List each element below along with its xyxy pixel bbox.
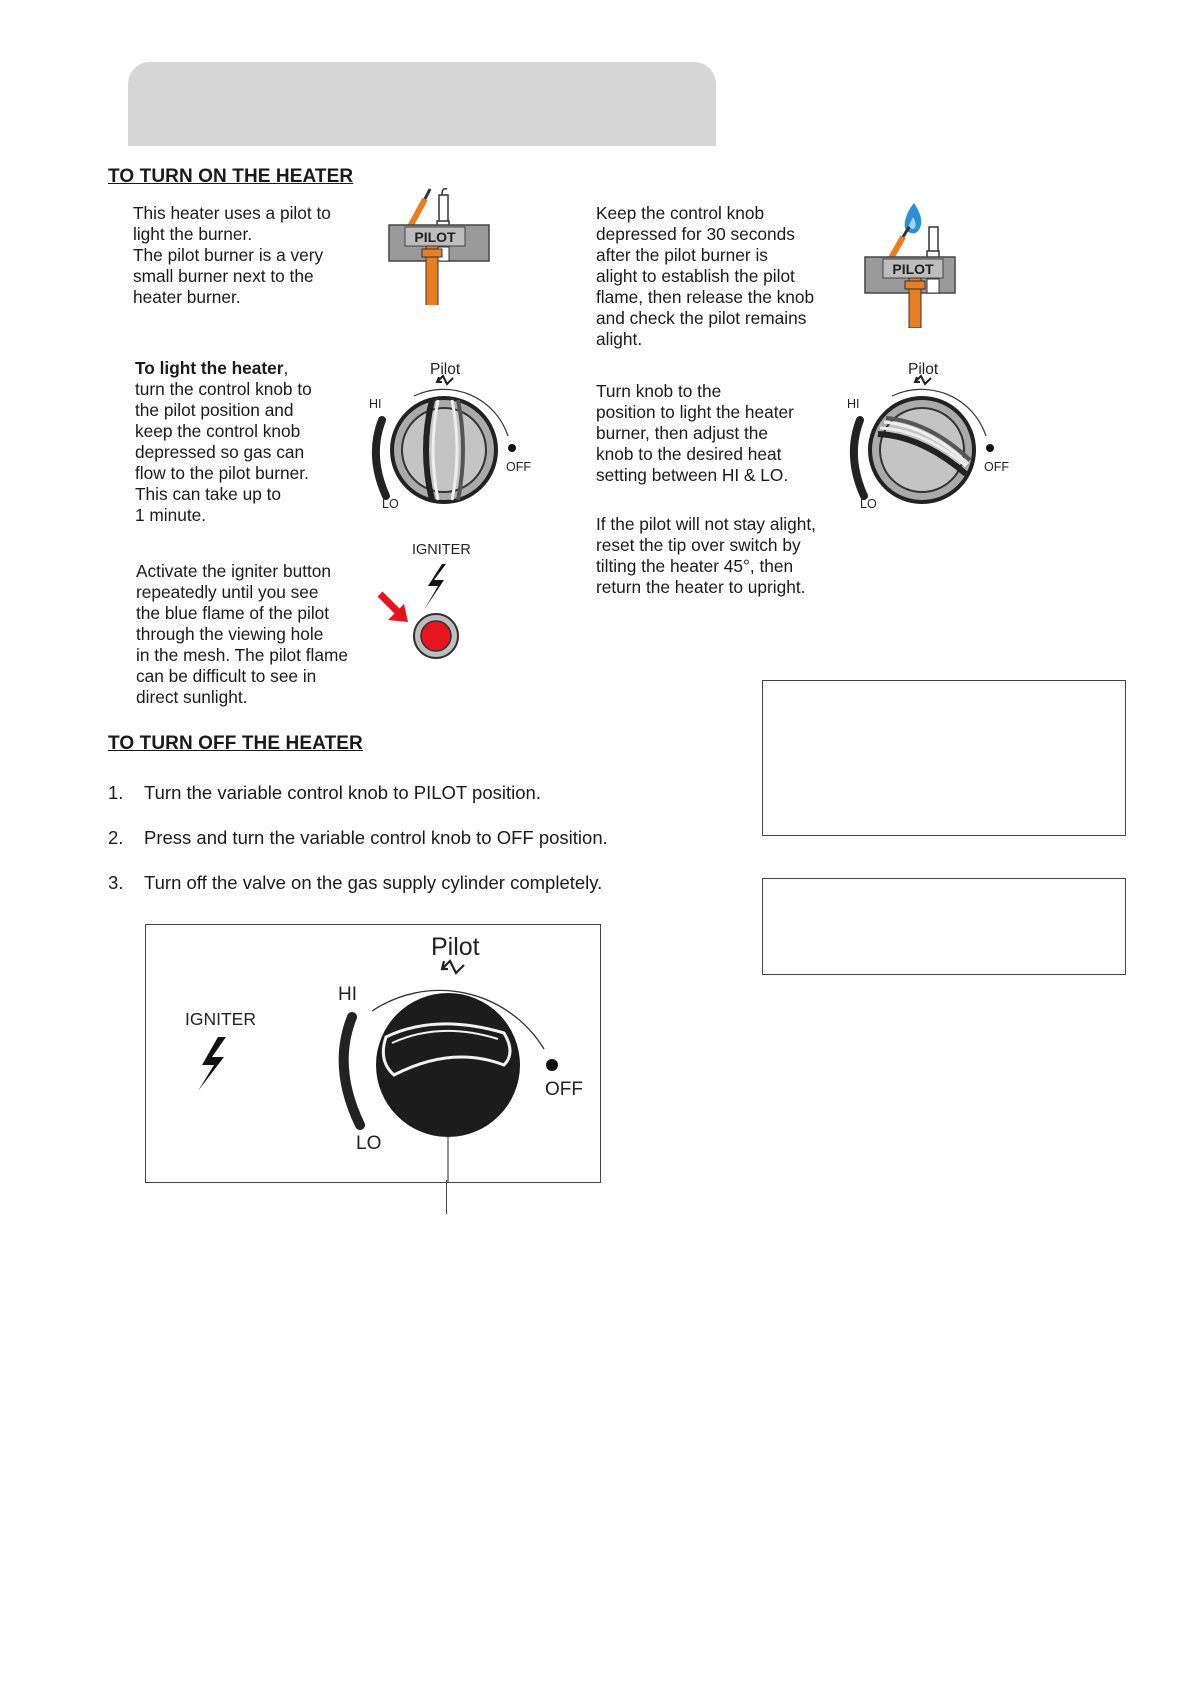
step-number: 2. bbox=[108, 827, 124, 848]
turn-on-heading: TO TURN ON THE HEATER bbox=[108, 166, 354, 187]
knob-lo-label-2: LO bbox=[860, 497, 877, 511]
knob-on-icon bbox=[838, 356, 1028, 516]
knob-hi-label-2: HI bbox=[847, 397, 860, 411]
light-heater-text bbox=[135, 358, 375, 526]
note-box-1 bbox=[762, 680, 1126, 836]
light-heater-rest: , turn the control knob to the pilot position and keep the control knob depressed so gas can flow to the pilot burner. This can take up to 1 minute. bbox=[135, 358, 312, 525]
list-item bbox=[108, 872, 708, 917]
light-heater-bold: To light the heater bbox=[135, 358, 284, 378]
panel-pilot-label: Pilot bbox=[431, 933, 480, 961]
igniter-text: Activate the igniter button repeatedly until you see the blue flame of the pilot through the viewing hole in the mesh. The pilot flame can be difficult to see in direct sunlight. bbox=[136, 561, 348, 707]
control-panel-diagram bbox=[145, 924, 601, 1183]
pilot-tag-label: PILOT bbox=[414, 229, 456, 245]
off-steps-list bbox=[108, 782, 708, 917]
knob-off-label: OFF bbox=[506, 460, 531, 474]
list-item bbox=[108, 827, 708, 872]
step-text: Turn off the valve on the gas supply cylinder completely. bbox=[144, 872, 603, 893]
pilot-intro-text: This heater uses a pilot to light the burner. The pilot burner is a very small burner next to the heater burner. bbox=[133, 203, 331, 307]
turn-knob-text: Turn knob to the position to light the heater burner, then adjust the knob to the desired heat setting between HI & LO. bbox=[596, 381, 794, 485]
turn-off-heading: TO TURN OFF THE HEATER bbox=[108, 733, 363, 754]
header-band bbox=[128, 62, 716, 146]
knob-pilot-label: Pilot bbox=[430, 361, 461, 378]
lightning-icon bbox=[424, 564, 446, 610]
knob-leader-line bbox=[446, 1180, 447, 1214]
step-number: 3. bbox=[108, 872, 124, 893]
panel-hi-label: HI bbox=[338, 984, 357, 1005]
tip-switch-text: If the pilot will not stay alight, reset the tip over switch by tilting the heater 45°, then return the heater to upright. bbox=[596, 514, 816, 597]
knob-pilot-label-2: Pilot bbox=[908, 361, 939, 378]
pilot-tag-label-lit: PILOT bbox=[892, 261, 934, 277]
step-text: Turn the variable control knob to PILOT position. bbox=[144, 782, 541, 803]
control-panel-svg bbox=[146, 925, 600, 1182]
knob-hi-label: HI bbox=[369, 397, 382, 411]
note-box-2 bbox=[762, 878, 1126, 975]
step-number: 1. bbox=[108, 782, 124, 803]
knob-off-label-2: OFF bbox=[984, 460, 1009, 474]
panel-lightning-icon bbox=[198, 1037, 226, 1091]
list-item bbox=[108, 782, 708, 827]
pilot-lit-icon bbox=[863, 203, 971, 328]
panel-igniter-label: IGNITER bbox=[185, 1009, 256, 1029]
pilot-assembly-icon bbox=[385, 185, 493, 305]
igniter-button-icon bbox=[372, 540, 492, 665]
panel-off-label: OFF bbox=[545, 1079, 583, 1100]
knob-pilot-icon bbox=[360, 356, 550, 516]
knob-lo-label: LO bbox=[382, 497, 399, 511]
panel-lo-label: LO bbox=[356, 1133, 382, 1154]
igniter-label-small: IGNITER bbox=[412, 542, 471, 558]
step-text: Press and turn the variable control knob to OFF position. bbox=[144, 827, 608, 848]
hold-knob-text: Keep the control knob depressed for 30 seconds after the pilot burner is alight to establish the pilot flame, then release the knob and check the pilot remains alight. bbox=[596, 203, 815, 349]
